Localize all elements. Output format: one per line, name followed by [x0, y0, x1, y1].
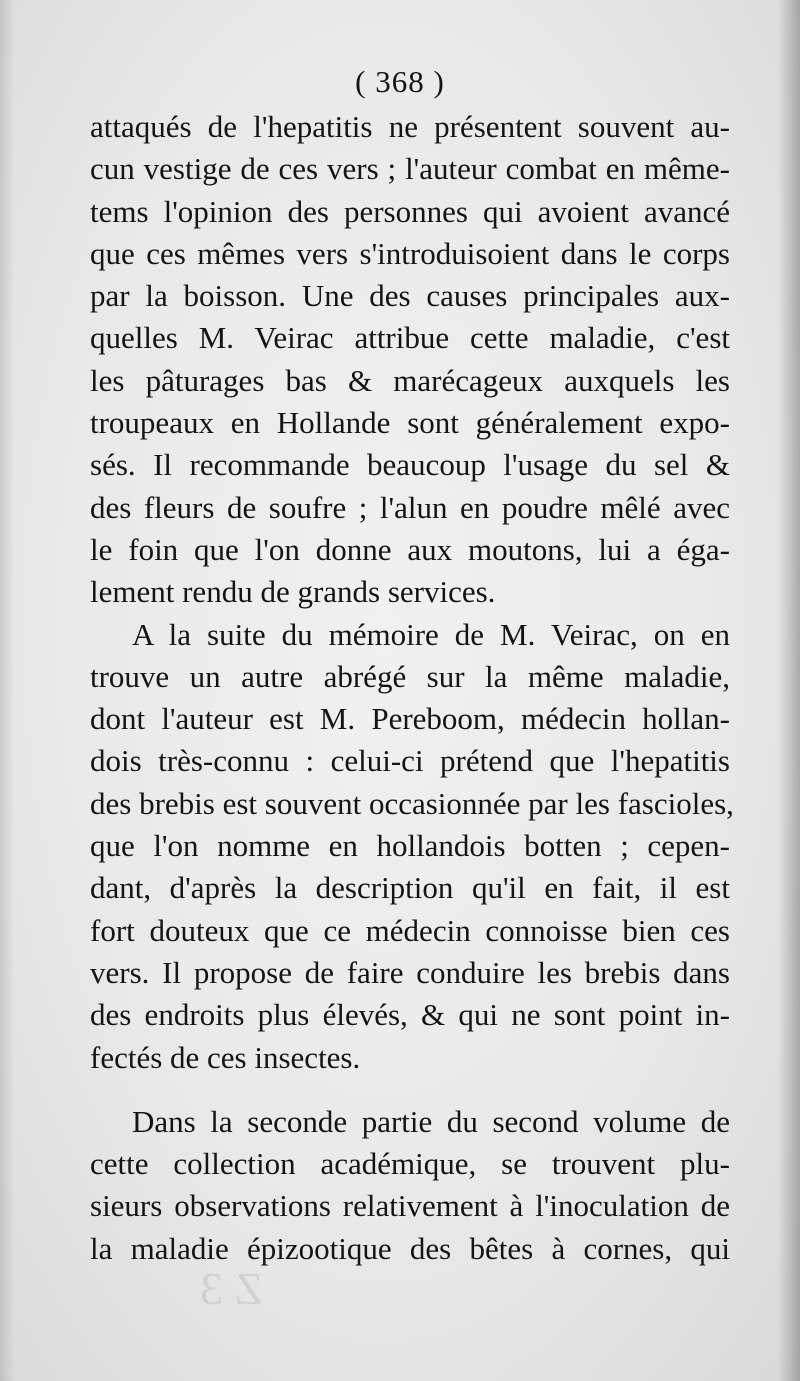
body-text: [90, 106, 734, 1270]
text-line: des brebis est souvent occasionnée par les fascioles,: [90, 785, 734, 821]
text-line: que ces mêmes vers s'introduisoient dans le corps: [90, 235, 730, 271]
text-line: les pâturages bas & marécageux auxquels les: [90, 362, 730, 398]
text-line: fort douteux que ce médecin connoisse bien ces: [90, 912, 730, 948]
text-line: dant, d'après la description qu'il en fait, il est: [90, 870, 730, 906]
text-line: sés. Il recommande beaucoup l'usage du sel &: [90, 447, 730, 483]
text-line: cette collection académique, se trouvent plu-: [90, 1146, 730, 1182]
text-line: vers. Il propose de faire conduire les brebis dans: [90, 954, 730, 990]
text-line: attaqués de l'hepatitis ne présentent souvent au-: [90, 109, 730, 144]
text-line: A la suite du mémoire de M. Veirac, on en: [132, 616, 730, 652]
page-number: ( 368 ): [355, 64, 445, 99]
text-line: dont l'auteur est M. Pereboom, médecin hollan-: [90, 701, 730, 737]
text-line: sieurs observations relativement à l'inoculation de: [90, 1188, 730, 1224]
text-line: Dans la seconde partie du second volume de: [132, 1103, 730, 1139]
text-line: des endroits plus élevés, & qui ne sont point in-: [90, 997, 730, 1033]
text-line: troupeaux en Hollande sont généralement expo-: [90, 405, 730, 441]
text-line: quelles M. Veirac attribue cette maladie, c'est: [90, 320, 730, 356]
text-line: des fleurs de soufre ; l'alun en poudre mêlé avec: [90, 489, 730, 525]
page-right-edge: [778, 0, 800, 1381]
text-line: que l'on nomme en hollandois botten ; cepen-: [90, 828, 730, 864]
text-line: par la boisson. Une des causes principales aux-: [90, 278, 730, 314]
text-line: la maladie épizootique des bêtes à cornes, qui: [90, 1230, 730, 1266]
text-line: cun vestige de ces vers ; l'auteur combat en même-: [90, 151, 730, 187]
text-line: le foin que l'on donne aux moutons, lui a éga-: [90, 531, 730, 567]
text-line: lement rendu de grands services.: [90, 574, 496, 610]
text-line: fectés de ces insectes.: [90, 1039, 361, 1075]
text-line: trouve un autre abrégé sur la même maladie,: [90, 658, 730, 694]
signature-mark-bleedthrough: Z 3: [200, 1263, 263, 1314]
text-line: tems l'opinion des personnes qui avoient avancé: [90, 193, 730, 229]
text-line: dois très-connu : celui-ci prétend que l'hepatitis: [90, 743, 730, 779]
page-left-edge: [0, 0, 14, 1381]
